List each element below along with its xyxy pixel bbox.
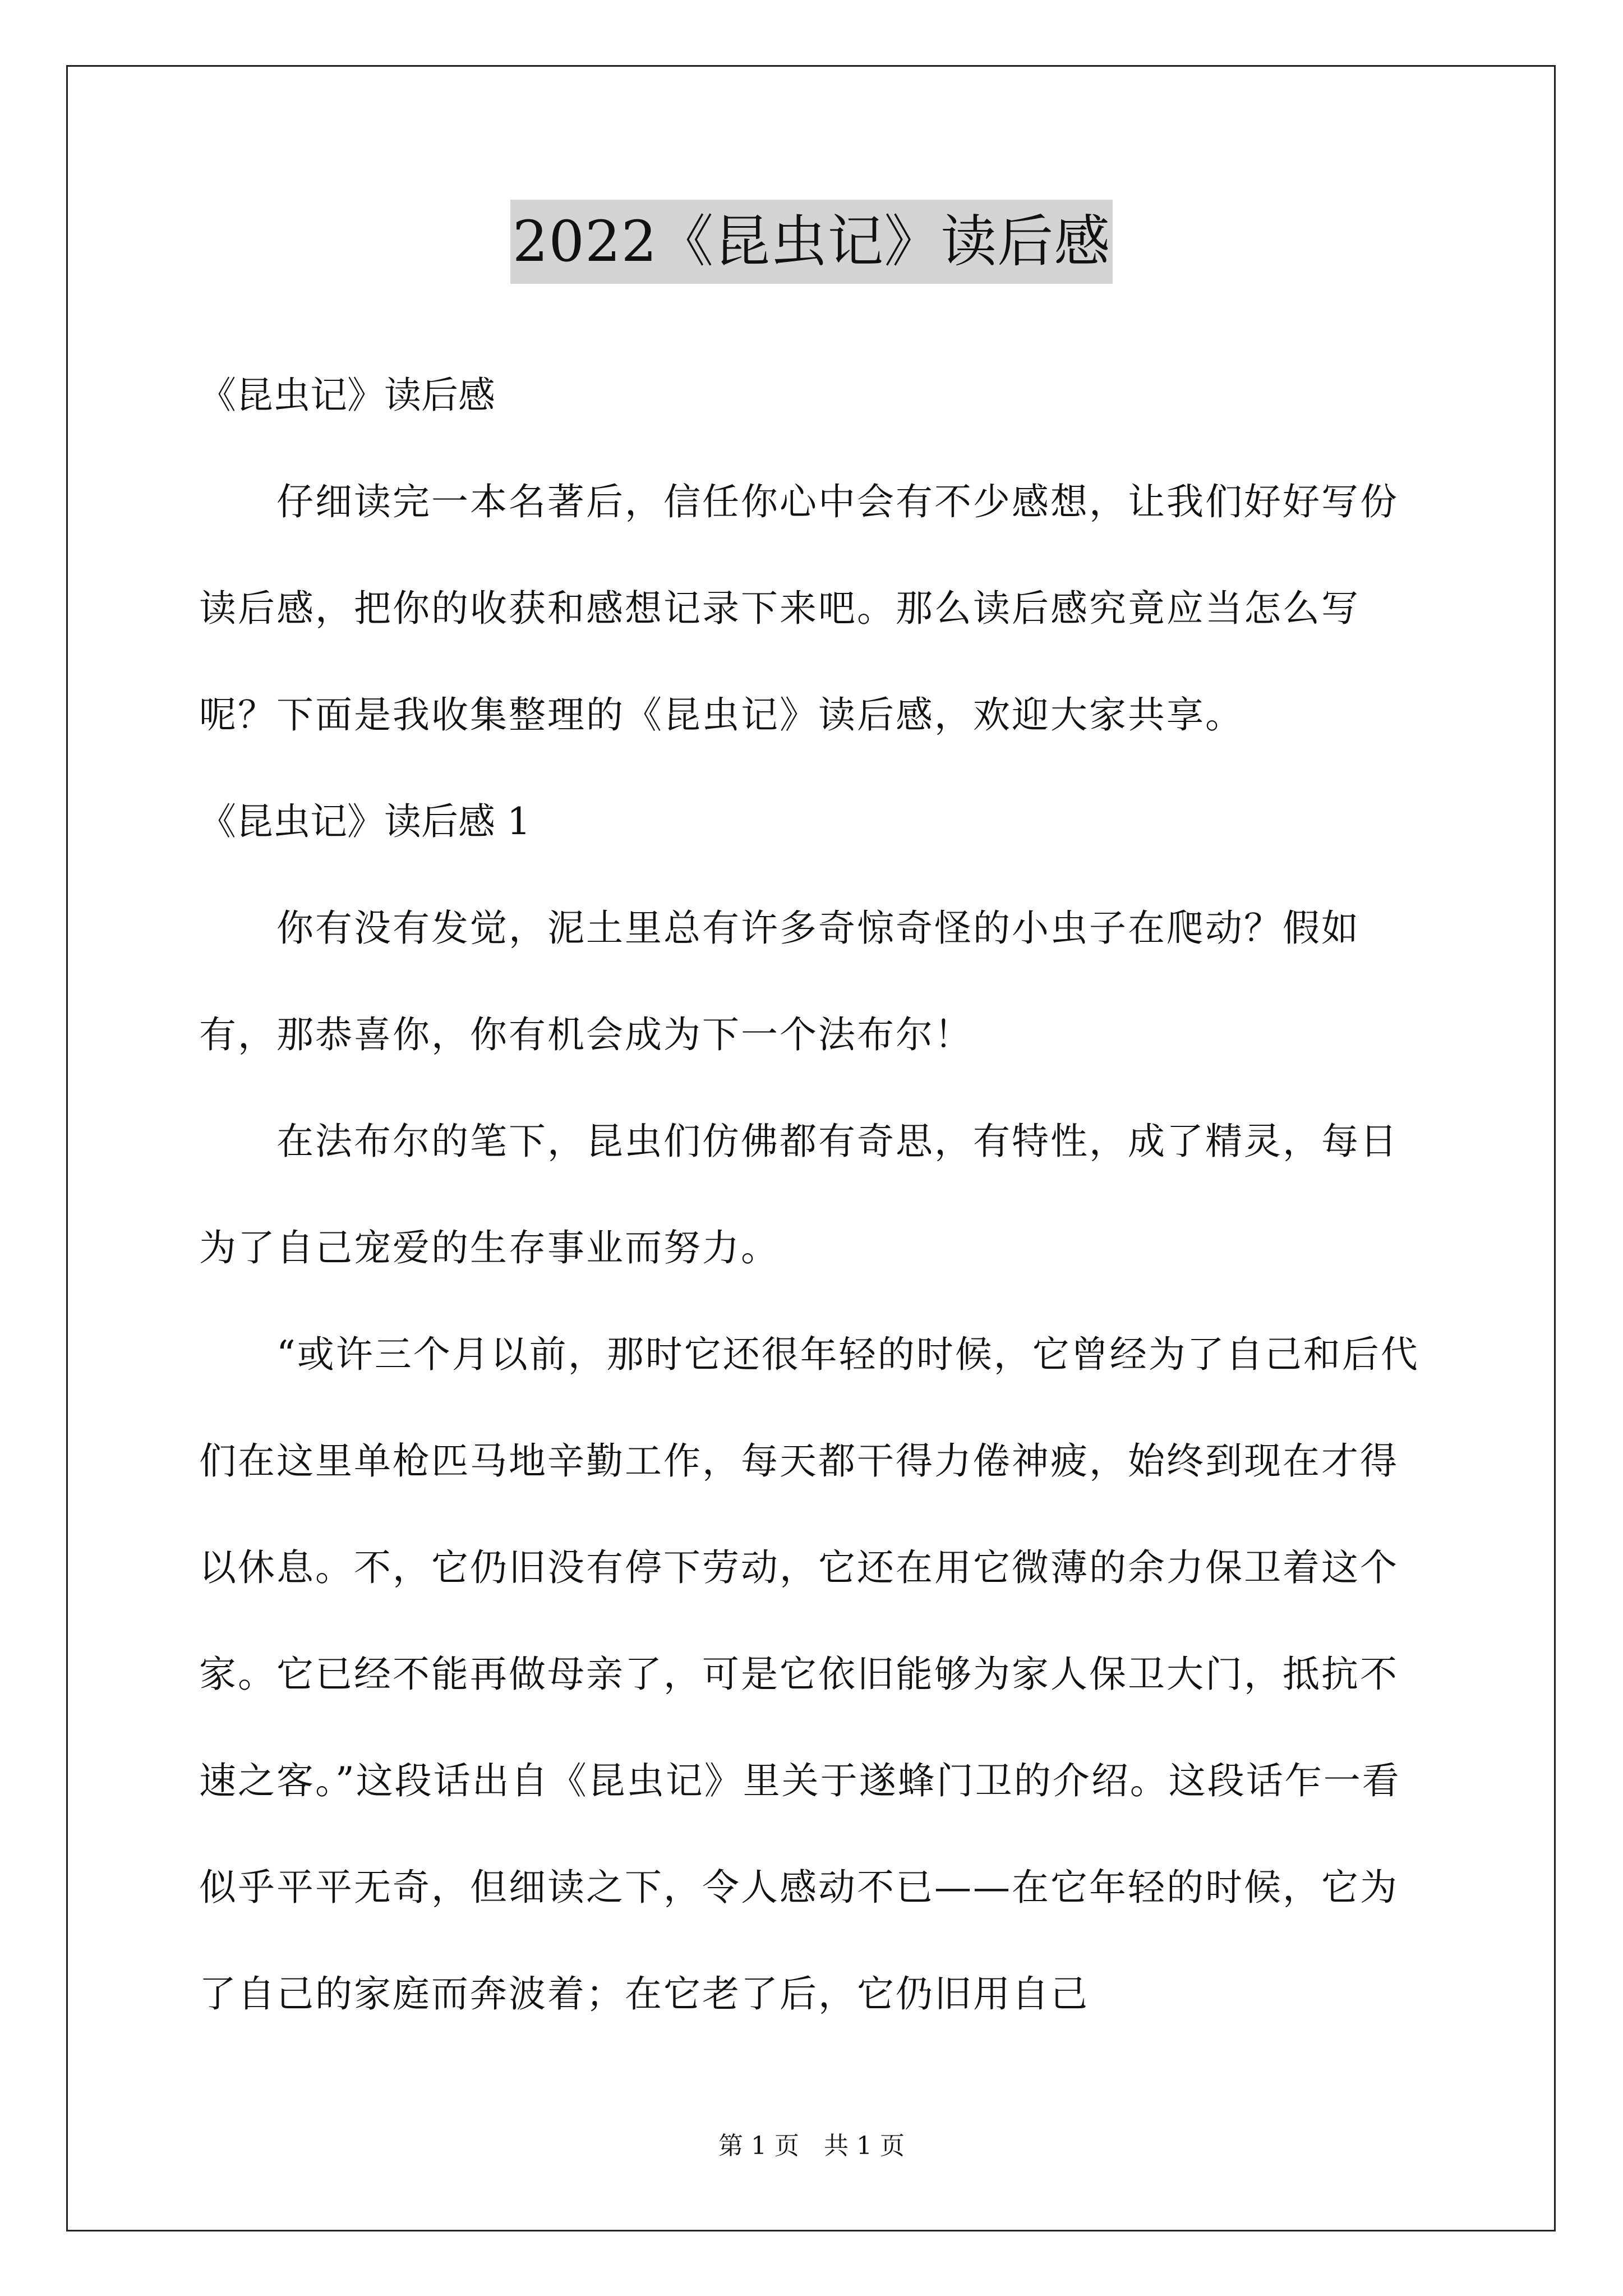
document-body xyxy=(199,342,1433,2047)
section-heading-1: 《昆虫记》读后感 1 xyxy=(199,800,531,843)
intro-paragraph: 仔细读完一本名著后，信任你心中会有不少感想，让我们好好写份读后感，把你的收获和感想记录下来吧。那么读后感究竟应当怎么写呢？下面是我收集整理的《昆虫记》读后感，欢迎大家共享。 xyxy=(199,480,1399,737)
paragraph-3: “或许三个月以前，那时它还很年轻的时候，它曾经为了自己和后代们在这里单枪匹马地辛勤工作，每天都干得力倦神疲，始终到现在才得以休息。不，它仍旧没有停下劳动，它还在用它微薄的余力保卫着这个家。它已经不能再做母亲了，可是它依旧能够为家人保卫大门，抵抗不速之客。”这段话出自《昆虫记》里关于遂蜂门卫的介绍。这段话乍一看似乎平平无奇，但细读之下，令人感动不已——在它年轻的时候，它为了自己的家庭而奔波着；在它老了后，它仍旧用自己 xyxy=(199,1333,1419,2016)
page-footer: 第 1 页 共 1 页 xyxy=(718,2132,905,2160)
paragraph-2: 在法布尔的笔下，昆虫们仿佛都有奇思，有特性，成了精灵，每日为了自己宠爱的生存事业而努力。 xyxy=(199,1120,1399,1269)
section-heading-intro: 《昆虫记》读后感 xyxy=(199,374,495,417)
document-title-wrapper xyxy=(0,200,1623,284)
document-title: 2022《昆虫记》读后感 xyxy=(510,200,1113,284)
paragraph-1: 你有没有发觉，泥土里总有许多奇惊奇怪的小虫子在爬动？假如有，那恭喜你，你有机会成为下一个法布尔！ xyxy=(199,907,1360,1056)
